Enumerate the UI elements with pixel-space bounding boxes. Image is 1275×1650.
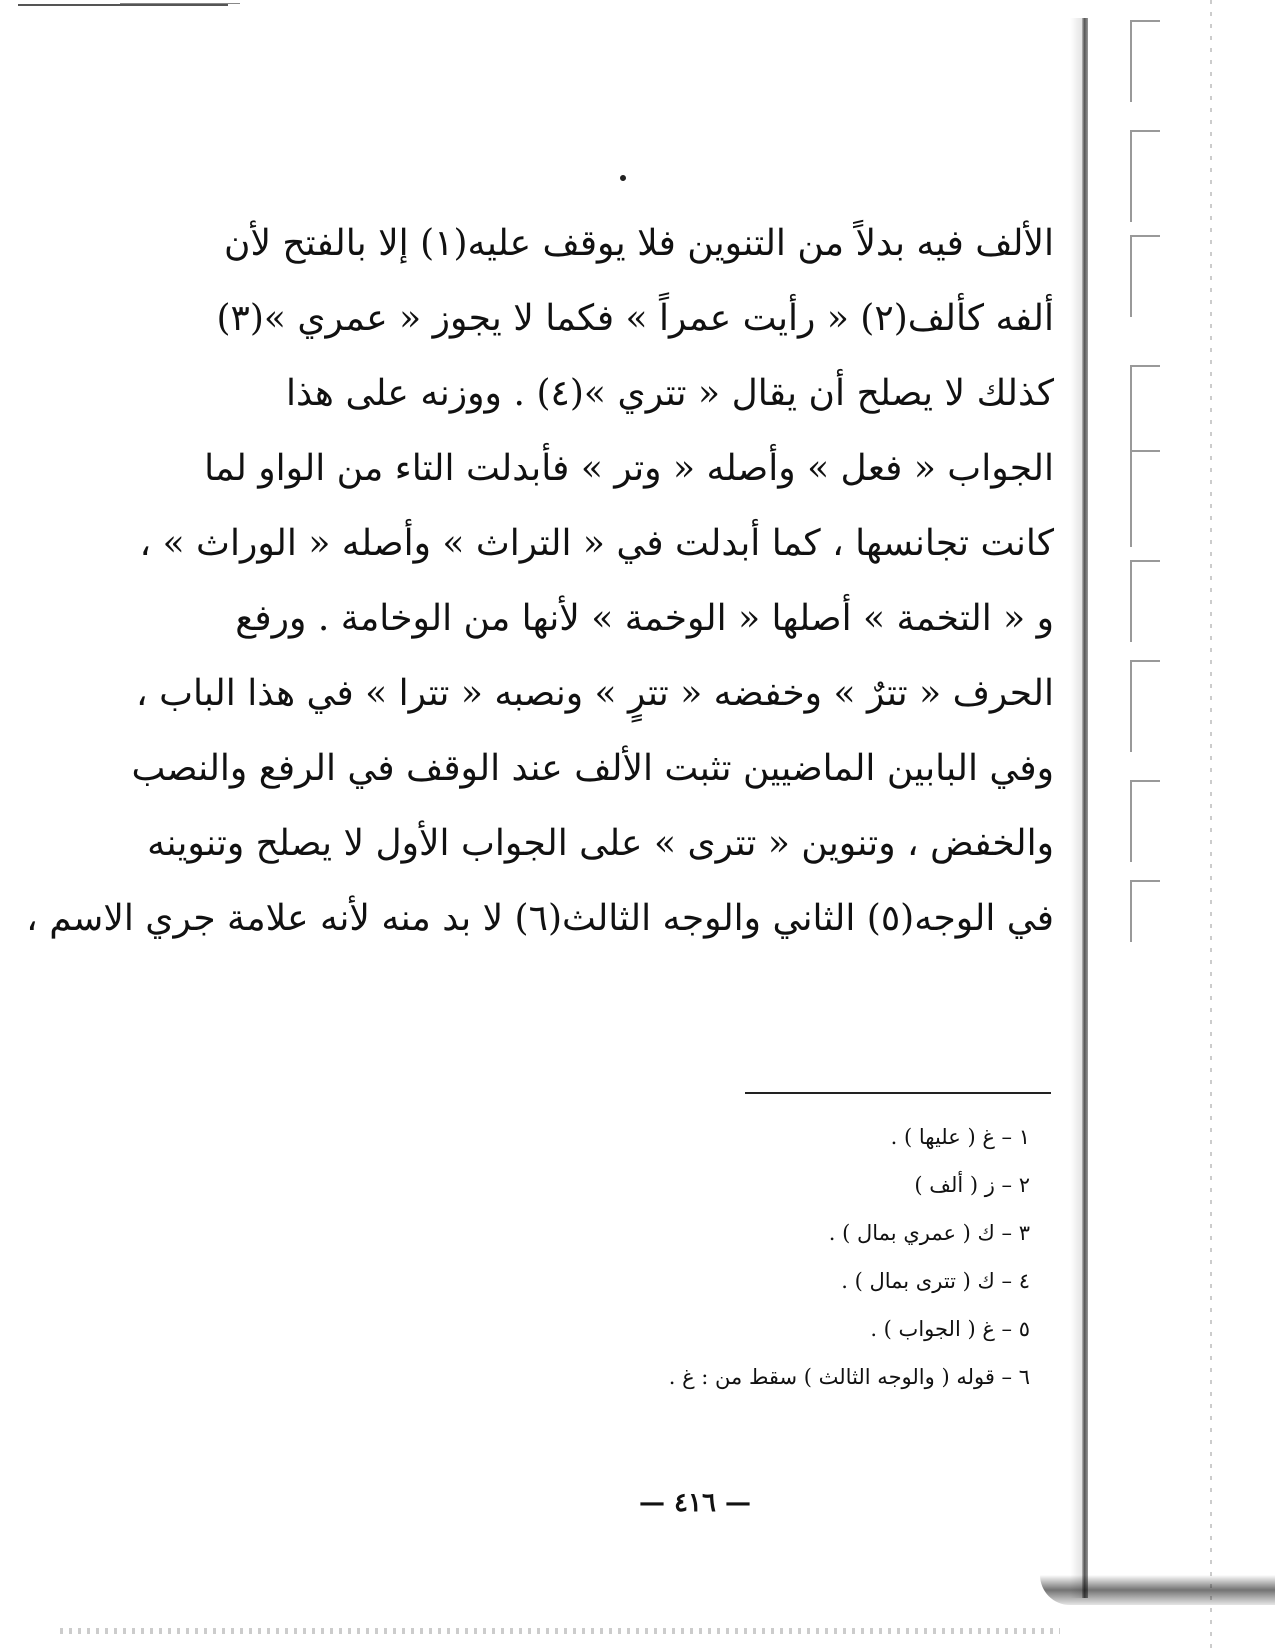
page-edge-marks [1130, 20, 1170, 1580]
text-line-10: في الوجه(٥) الثاني والوجه الثالث(٦) لا بد منه لأنه علامة جري الاسم ، [26, 898, 1054, 939]
ink-mark [619, 174, 627, 182]
footnote-separator [745, 1092, 1051, 1094]
top-edge-rule-secondary [120, 3, 240, 4]
edge-mark [1130, 560, 1160, 642]
text-line-1: الألف فيه بدلاً من التنوين فلا يوقف عليه(١) إلا بالفتح لأن [224, 223, 1054, 264]
scan-corner-shadow [1040, 1575, 1275, 1605]
scan-bottom-noise [60, 1628, 1060, 1634]
text-line-7: الحرف « تترٌ » وخفضه « تترٍ » ونصبه « تترا » في هذا الباب ، [136, 673, 1054, 714]
footnotes-block [560, 1113, 1030, 1401]
book-spine-edge [1082, 18, 1088, 1598]
text-line-8: وفي البابين الماضيين تثبت الألف عند الوقف في الرفع والنصب [131, 748, 1054, 789]
footnote-3: ٣ – ك ( عمري بمال ) . [828, 1221, 1030, 1245]
footnote-2: ٢ – ز ( ألف ) [914, 1173, 1030, 1197]
edge-mark [1130, 20, 1160, 102]
page-number: — ٤١٦ — [638, 1488, 752, 1518]
edge-mark [1130, 450, 1160, 547]
edge-mark [1130, 130, 1160, 222]
text-line-2: ألفه كألف(٢) « رأيت عمراً » فكما لا يجوز « عمري »(٣) [216, 298, 1054, 339]
text-line-5: كانت تجانسها ، كما أبدلت في « التراث » وأصله « الوراث » ، [139, 523, 1054, 564]
edge-mark [1130, 235, 1160, 317]
edge-mark [1130, 660, 1160, 752]
edge-mark [1130, 880, 1160, 942]
text-line-3: كذلك لا يصلح أن يقال « تتري »(٤) . ووزنه على هذا [286, 373, 1054, 414]
edge-mark [1130, 780, 1160, 862]
top-edge-rule [18, 4, 228, 6]
footnote-6: ٦ – قوله ( والوجه الثالث ) سقط من : غ . [668, 1365, 1030, 1389]
edge-mark [1130, 365, 1160, 457]
footnote-1: ١ – غ ( عليها ) . [890, 1125, 1030, 1149]
main-text-block [26, 206, 1054, 956]
text-line-9: والخفض ، وتنوين « تترى » على الجواب الأول لا يصلح وتنوينه [147, 823, 1054, 864]
text-line-4: الجواب « فعل » وأصله « وتر » فأبدلت التاء من الواو لما [204, 448, 1054, 489]
text-line-6: و « التخمة » أصلها « الوخمة » لأنها من الوخامة . ورفع [235, 598, 1054, 639]
footnote-4: ٤ – ك ( تترى بمال ) . [841, 1269, 1030, 1293]
page-edge-strip [1210, 0, 1212, 1650]
footnote-5: ٥ – غ ( الجواب ) . [870, 1317, 1030, 1341]
